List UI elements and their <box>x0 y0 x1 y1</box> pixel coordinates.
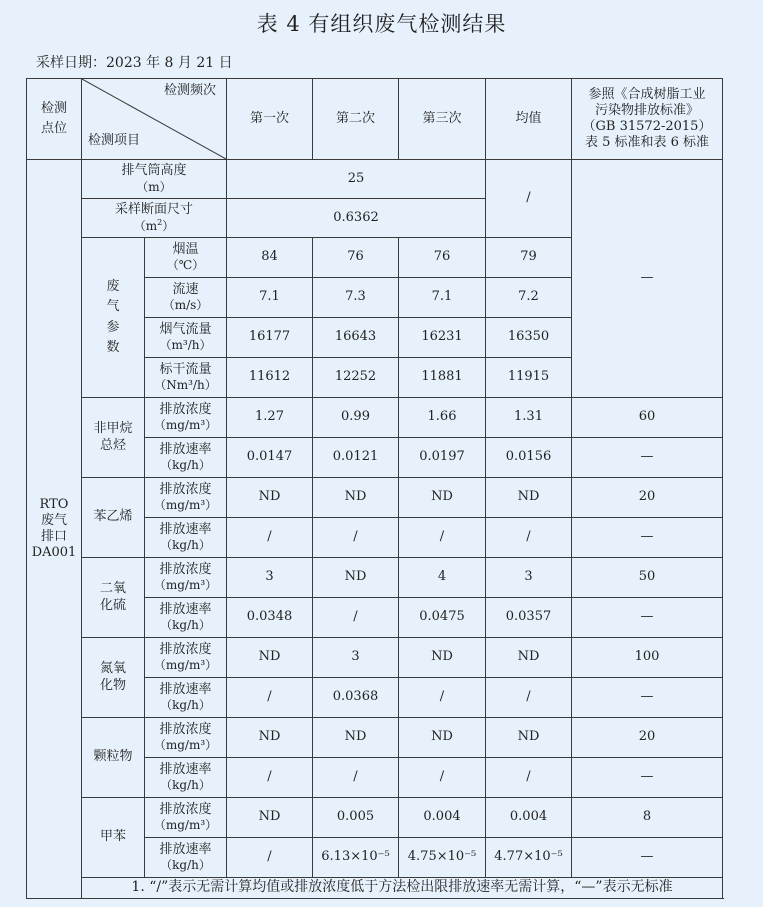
cell-value: 3 <box>486 558 572 598</box>
cell-value: 11915 <box>486 358 572 398</box>
cell-value: 11612 <box>227 358 313 398</box>
cell-value: ND <box>399 718 486 758</box>
table-row <box>27 718 723 758</box>
cell-value: ND <box>399 478 486 518</box>
header-first: 第一次 <box>227 79 313 160</box>
cell-value: 6.13×10⁻⁵ <box>313 838 399 878</box>
note-text: 1. “/”表示无需计算均值或排放浓度低于方法检出限排放速率无需计算，“—”表示无标准 <box>131 879 673 896</box>
conc-label: 排放浓度 （mg/m³） <box>145 558 227 598</box>
cell-value: 0.0348 <box>227 598 313 638</box>
cell-value: 4.77×10⁻⁵ <box>486 838 572 878</box>
header-diagonal-cell <box>82 79 227 160</box>
rate-label: 排放速率 （kg/h） <box>145 678 227 718</box>
conc-label: 排放浓度 （mg/m³） <box>145 398 227 438</box>
cell-value: / <box>399 758 486 798</box>
sample-date: 采样日期：2023 年 8 月 21 日 <box>36 55 233 71</box>
header-row <box>27 79 723 160</box>
table-row <box>27 798 723 838</box>
rate-label: 排放速率 （kg/h） <box>145 838 227 878</box>
pollutant-name: 甲苯 <box>82 798 145 878</box>
cell-value: ND <box>313 718 399 758</box>
cell-value: 3 <box>227 558 313 598</box>
header-point: 检测点位 <box>27 79 82 160</box>
table-row <box>27 558 723 598</box>
cell-value: 76 <box>313 238 399 278</box>
cell-value: 79 <box>486 238 572 278</box>
cell-value: 0.005 <box>313 798 399 838</box>
table-row <box>27 398 723 438</box>
rate-label: 排放速率 （kg/h） <box>145 438 227 478</box>
cell-value: / <box>313 758 399 798</box>
cell-value: 11881 <box>399 358 486 398</box>
cell-value: 16643 <box>313 318 399 358</box>
standard-limit: 60 <box>572 398 723 438</box>
rate-label: 排放速率 （kg/h） <box>145 518 227 558</box>
cell-value: 3 <box>313 638 399 678</box>
header-item: 检测项目 <box>88 132 141 148</box>
pollutant-name: 苯乙烯 <box>82 478 145 558</box>
standard-limit: 8 <box>572 798 723 838</box>
param-label: 流速 （m/s） <box>145 278 227 318</box>
pollutant-name: 非甲烷总烃 <box>82 398 145 478</box>
cell-value: 0.004 <box>399 798 486 838</box>
cell-value: / <box>486 678 572 718</box>
header-freq: 检测频次 <box>163 83 216 98</box>
cell-value: / <box>399 678 486 718</box>
section-size-value: 0.6362 <box>227 199 486 238</box>
table-row <box>27 638 723 678</box>
header-second: 第二次 <box>313 79 399 160</box>
pollutant-name: 二氧化硫 <box>82 558 145 638</box>
cell-value: 1.66 <box>399 398 486 438</box>
cell-value: 16231 <box>399 318 486 358</box>
cell-value: / <box>486 758 572 798</box>
gas-params-group: 废 气 参 数 <box>82 238 145 398</box>
cell-value: 0.0475 <box>399 598 486 638</box>
cell-value: 4.75×10⁻⁵ <box>399 838 486 878</box>
standard-limit: — <box>572 758 723 798</box>
standard-limit: — <box>572 838 723 878</box>
header-third: 第三次 <box>399 79 486 160</box>
cell-value: 7.1 <box>399 278 486 318</box>
cell-value: ND <box>227 638 313 678</box>
param-label: 标干流量 （Nm³/h） <box>145 358 227 398</box>
standard-limit: 20 <box>572 718 723 758</box>
cell-value: / <box>313 598 399 638</box>
cell-value: 0.0121 <box>313 438 399 478</box>
cell-value: ND <box>486 718 572 758</box>
cell-value: / <box>227 758 313 798</box>
cell-value: 4 <box>399 558 486 598</box>
cell-value: ND <box>227 718 313 758</box>
param-label: 烟气流量 （m³/h） <box>145 318 227 358</box>
cell-value: 7.1 <box>227 278 313 318</box>
avg-na: / <box>486 160 572 238</box>
standard-limit: 20 <box>572 478 723 518</box>
cell-value: 84 <box>227 238 313 278</box>
cell-value: 16177 <box>227 318 313 358</box>
cell-value: ND <box>486 478 572 518</box>
standard-limit: — <box>572 678 723 718</box>
cell-value: 0.99 <box>313 398 399 438</box>
cell-value: ND <box>399 638 486 678</box>
cell-value: / <box>227 518 313 558</box>
cell-value: 1.27 <box>227 398 313 438</box>
cell-value: ND <box>227 798 313 838</box>
cell-value: 0.0156 <box>486 438 572 478</box>
cell-value: 12252 <box>313 358 399 398</box>
header-avg: 均值 <box>486 79 572 160</box>
cell-value: / <box>227 678 313 718</box>
standard-limit: 100 <box>572 638 723 678</box>
section-size-label: 采样断面尺寸 $(m^2)$ <box>82 199 227 238</box>
header-standard: 参照《合成树脂工业 污染物排放标准》 （GB 31572-2015） 表 5 标准和表 6 标准 <box>572 79 723 160</box>
stack-height-label: 排气筒高度 （m） <box>82 160 227 199</box>
location-cell: RTO 废气 排口 DA001 <box>27 160 82 899</box>
conc-label: 排放浓度 （mg/m³） <box>145 638 227 678</box>
cell-value: 16350 <box>486 318 572 358</box>
cell-value: 0.0147 <box>227 438 313 478</box>
cell-value: / <box>486 518 572 558</box>
pollutant-name: 颗粒物 <box>82 718 145 798</box>
rate-label: 排放速率 （kg/h） <box>145 758 227 798</box>
results-table <box>26 78 723 899</box>
note-row <box>27 878 723 899</box>
table-row <box>27 160 723 199</box>
cell-value: 1.31 <box>486 398 572 438</box>
cell-value: / <box>313 518 399 558</box>
standard-limit: — <box>572 438 723 478</box>
cell-value: / <box>399 518 486 558</box>
param-label: 烟温 （℃） <box>145 238 227 278</box>
standard-limit: 50 <box>572 558 723 598</box>
table-row <box>27 478 723 518</box>
cell-value: 7.3 <box>313 278 399 318</box>
cell-value: 0.004 <box>486 798 572 838</box>
cell-value: 7.2 <box>486 278 572 318</box>
cell-value: ND <box>313 558 399 598</box>
conc-label: 排放浓度 （mg/m³） <box>145 478 227 518</box>
cell-value: / <box>227 838 313 878</box>
rate-label: 排放速率 （kg/h） <box>145 598 227 638</box>
table-title: 表 4 有组织废气检测结果 <box>256 12 507 36</box>
pollutant-name: 氮氧化物 <box>82 638 145 718</box>
standard-na: — <box>572 160 723 398</box>
cell-value: 0.0357 <box>486 598 572 638</box>
conc-label: 排放浓度 （mg/m³） <box>145 718 227 758</box>
cell-value: ND <box>486 638 572 678</box>
stack-height-value: 25 <box>227 160 486 199</box>
cell-value: ND <box>313 478 399 518</box>
standard-limit: — <box>572 598 723 638</box>
cell-value: 0.0197 <box>399 438 486 478</box>
conc-label: 排放浓度 （mg/m³） <box>145 798 227 838</box>
cell-value: 0.0368 <box>313 678 399 718</box>
note-cell <box>82 878 723 899</box>
cell-value: ND <box>227 478 313 518</box>
cell-value: 76 <box>399 238 486 278</box>
standard-limit: — <box>572 518 723 558</box>
